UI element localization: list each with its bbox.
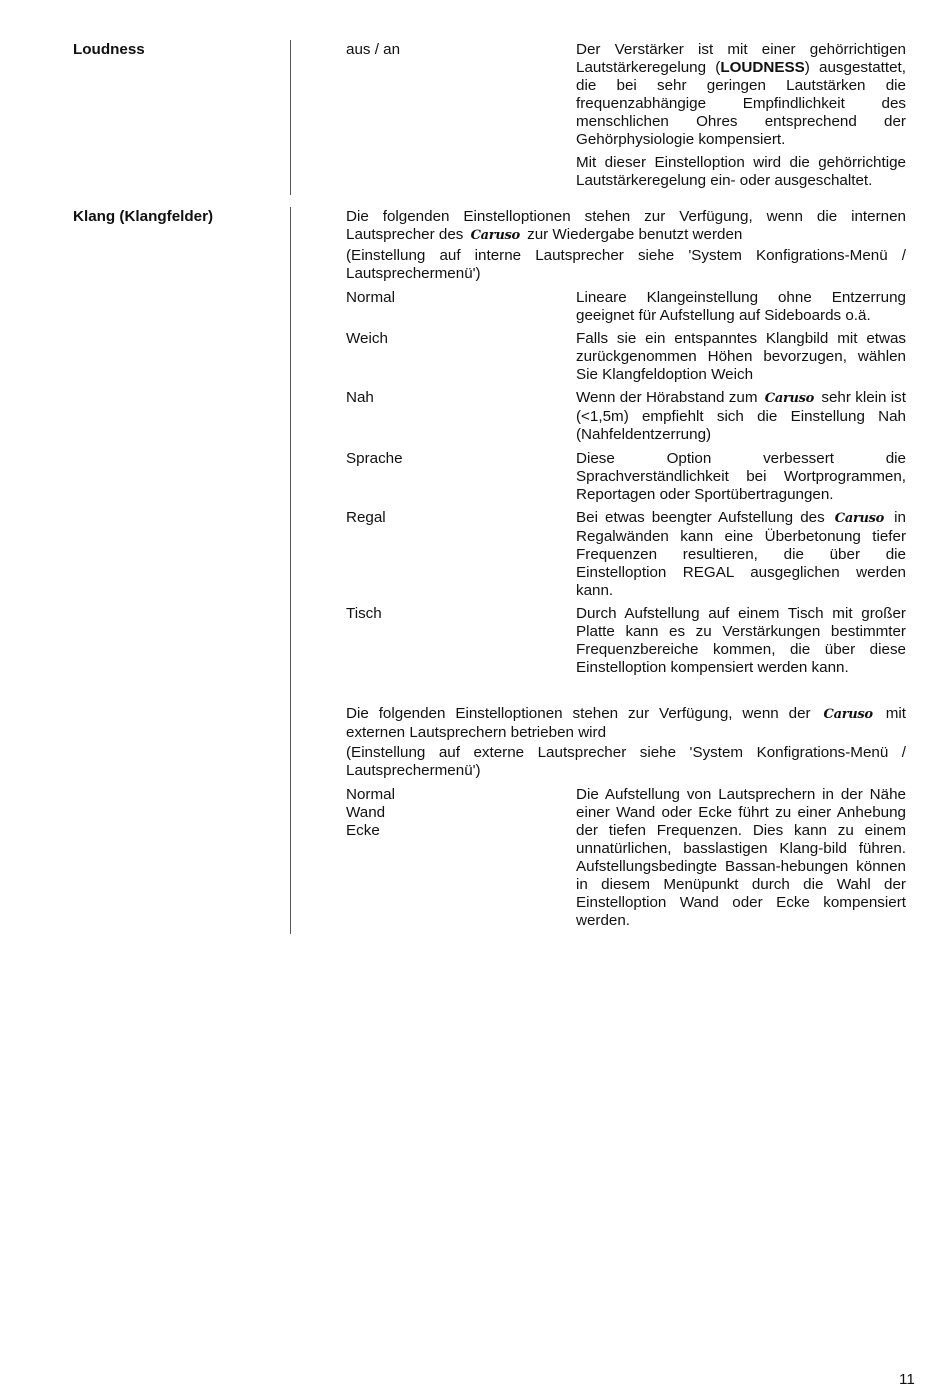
option-desc-nah bbox=[576, 389, 906, 444]
external-option-wand: Wand bbox=[346, 804, 386, 821]
option-name-sprache: Sprache bbox=[346, 450, 403, 467]
section-divider-klang bbox=[290, 207, 291, 934]
external-options-description: Die Aufstellung von Lautsprechern in der Nähe einer Wand oder Ecke führt zu einer Anhebung der tiefen Frequenzen. Dies kann zu einem unnatürlichen, basslastigen Klang-bild führen. Aufstellungsbedingte Bassan-hebungen können in diesem Menüpunkt durch die Wahl der Einstelloption Wand oder Ecke kompensiert werden. bbox=[576, 786, 906, 929]
caruso-logo: Caruso bbox=[834, 511, 885, 526]
loudness-description bbox=[576, 41, 906, 190]
klang-intro-internal-text bbox=[346, 208, 906, 245]
option-name-normal: Normal bbox=[346, 289, 395, 306]
klang-intro-external bbox=[346, 705, 906, 780]
klang-intro-internal bbox=[346, 208, 906, 283]
loudness-bold-term: LOUDNESS bbox=[720, 59, 805, 76]
option-name-regal: Regal bbox=[346, 509, 386, 526]
intro-external-text-b: mit externen Lautsprechern betrieben wird bbox=[346, 705, 906, 741]
caruso-logo: Caruso bbox=[823, 707, 873, 722]
klang-intro-internal-reference: (Einstellung auf interne Lautsprecher siehe 'System Konfigrations-Menü / Lautsprechermenü') bbox=[346, 247, 906, 282]
option-desc-regal bbox=[576, 509, 906, 600]
external-option-normal: Normal bbox=[346, 786, 395, 803]
external-options-list bbox=[346, 786, 395, 840]
intro-external-text-a: Die folgenden Einstelloptionen stehen zur Verfügung, wenn der bbox=[346, 705, 811, 722]
loudness-description-paragraph-1 bbox=[576, 41, 906, 149]
klang-intro-external-reference: (Einstellung auf externe Lautsprecher siehe 'System Konfigrations-Menü / Lautsprechermenü') bbox=[346, 744, 906, 779]
external-option-ecke: Ecke bbox=[346, 822, 380, 839]
page-number: 11 bbox=[899, 1371, 915, 1388]
section-label-loudness: Loudness bbox=[73, 41, 145, 58]
section-divider-loudness bbox=[290, 40, 291, 195]
loudness-desc-text-cont: ) ausgestattet, die bei sehr geringen Lautstärken die frequenzabhängige Empfindlichkeit des menschlichen Ohres entsprechend der Gehörphysiologie kompensiert. bbox=[576, 59, 906, 148]
option-desc-sprache: Diese Option verbessert die Sprachverständlichkeit bei Wortprogrammen, Reportagen oder Sportübertragungen. bbox=[576, 450, 906, 503]
option-name-nah: Nah bbox=[346, 389, 374, 406]
loudness-options: aus / an bbox=[346, 41, 401, 58]
loudness-description-paragraph-2: Mit dieser Einstelloption wird die gehörrichtige Lautstärkeregelung ein- oder ausgeschaltet. bbox=[576, 154, 906, 189]
option-name-tisch: Tisch bbox=[346, 605, 382, 622]
option-desc-weich: Falls sie ein entspanntes Klangbild mit etwas zurückgenommen Höhen bevorzugen, wählen Sie Klangfeldoption Weich bbox=[576, 330, 906, 383]
option-desc-regal-a: Bei etwas beengter Aufstellung des bbox=[576, 509, 825, 526]
loudness-desc-text: Der Verstärker ist mit einer gehörrichtigen Lautstärkeregelung ( bbox=[576, 41, 906, 76]
option-desc-nah-a: Wenn der Hörabstand zum bbox=[576, 389, 758, 406]
intro-internal-text-a: Die folgenden Einstelloptionen stehen zur Verfügung, wenn die internen Lautsprecher des bbox=[346, 208, 906, 243]
klang-intro-external-text bbox=[346, 705, 906, 742]
option-desc-nah-b: sehr klein ist (<1,5m) empfiehlt sich die Einstellung Nah (Nahfeldentzerrung) bbox=[576, 389, 906, 443]
option-desc-tisch: Durch Aufstellung auf einem Tisch mit großer Platte kann es zu Verstärkungen bestimmter Frequenzbereiche kommen, die über diese Einstelloption kompensiert werden kann. bbox=[576, 605, 906, 676]
caruso-logo: Caruso bbox=[764, 391, 815, 406]
intro-internal-text-b: zur Wiedergabe benutzt werden bbox=[527, 226, 743, 243]
option-desc-regal-b: in Regalwänden kann eine Überbetonung tiefer Frequenzen resultieren, die über die Einstelloption REGAL ausgeglichen werden kann. bbox=[576, 509, 906, 599]
option-name-weich: Weich bbox=[346, 330, 388, 347]
section-label-klang: Klang (Klangfelder) bbox=[73, 208, 214, 225]
caruso-logo: Caruso bbox=[470, 228, 520, 243]
option-desc-normal: Lineare Klangeinstellung ohne Entzerrung geeignet für Aufstellung auf Sideboards o.ä. bbox=[576, 289, 906, 324]
